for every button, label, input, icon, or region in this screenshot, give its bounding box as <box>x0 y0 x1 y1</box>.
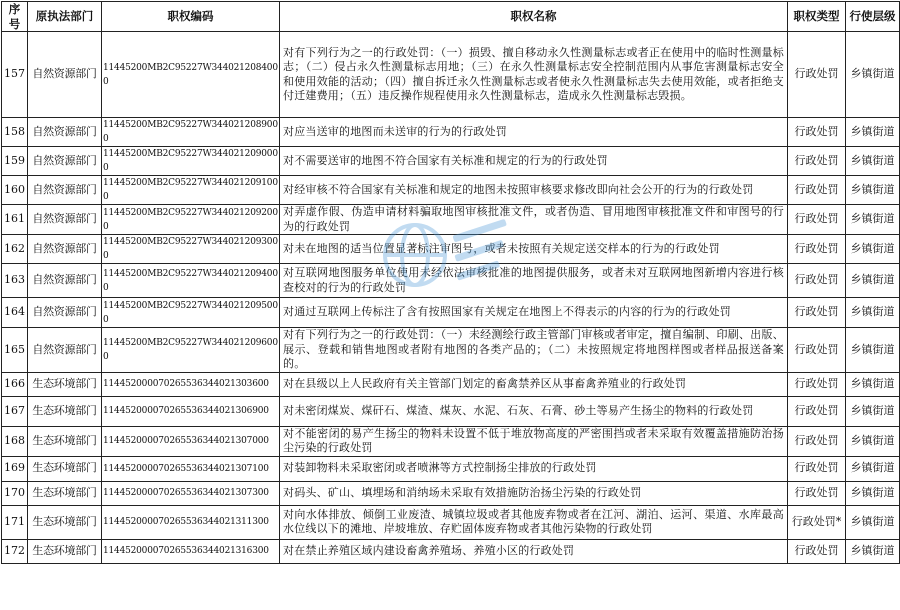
row-level: 乡镇街道 <box>846 396 900 426</box>
row-level: 乡镇街道 <box>846 505 900 539</box>
row-code: 11445200MB2C95227W3440212089000 <box>102 118 280 147</box>
row-no: 157 <box>2 32 28 118</box>
table-row <box>2 205 900 235</box>
row-code: 11445200MB2C95227W3440212092000 <box>102 205 280 235</box>
row-level: 乡镇街道 <box>846 147 900 176</box>
header-level: 行使层级 <box>846 2 900 32</box>
row-dept: 生态环境部门 <box>28 481 102 505</box>
row-dept: 生态环境部门 <box>28 426 102 456</box>
row-name: 对弄虚作假、伪造申请材料骗取地图审核批准文件，或者伪造、冒用地图审核批准文件和审图号的行为的行政处罚 <box>280 205 788 235</box>
row-code: 114452000070265536344021307000 <box>102 426 280 456</box>
row-dept: 自然资源部门 <box>28 118 102 147</box>
row-code: 11445200MB2C95227W3440212091000 <box>102 176 280 205</box>
row-dept: 自然资源部门 <box>28 205 102 235</box>
row-code: 11445200MB2C95227W3440212096000 <box>102 328 280 373</box>
row-level: 乡镇街道 <box>846 118 900 147</box>
row-no: 170 <box>2 481 28 505</box>
row-code: 11445200MB2C95227W3440212095000 <box>102 298 280 328</box>
row-code: 114452000070265536344021311300 <box>102 505 280 539</box>
row-type: 行政处罚 <box>788 372 846 396</box>
row-type: 行政处罚 <box>788 118 846 147</box>
row-type: 行政处罚 <box>788 328 846 373</box>
table-row <box>2 372 900 396</box>
row-dept: 自然资源部门 <box>28 32 102 118</box>
row-type: 行政处罚 <box>788 426 846 456</box>
row-no: 167 <box>2 396 28 426</box>
row-dept: 生态环境部门 <box>28 396 102 426</box>
row-name: 对未密闭煤炭、煤矸石、煤渣、煤灰、水泥、石灰、石膏、砂土等易产生扬尘的物料的行政处罚 <box>280 396 788 426</box>
row-code: 11445200MB2C95227W3440212084000 <box>102 32 280 118</box>
row-dept: 自然资源部门 <box>28 235 102 264</box>
row-no: 169 <box>2 456 28 481</box>
header-no: 序号 <box>2 2 28 32</box>
row-no: 165 <box>2 328 28 373</box>
table-row <box>2 298 900 328</box>
row-name: 对码头、矿山、填埋场和消纳场未采取有效措施防治扬尘污染的行政处罚 <box>280 481 788 505</box>
row-name: 对有下列行为之一的行政处罚：（一）未经测绘行政主管部门审核或者审定，擅自编制、印刷、出版、展示、登载和销售地图或者附有地图的各类产品的；（二）未按照规定将地图样图或者样品报送备案的。 <box>280 328 788 373</box>
table-row <box>2 32 900 118</box>
row-level: 乡镇街道 <box>846 298 900 328</box>
row-name: 对经审核不符合国家有关标准和规定的地图未按照审核要求修改即向社会公开的行为的行政处罚 <box>283 182 754 196</box>
row-name: 对应当送审的地图而未送审的行为的行政处罚 <box>280 118 788 147</box>
row-no: 164 <box>2 298 28 328</box>
table-row <box>2 235 900 264</box>
row-code: 114452000070265536344021306900 <box>102 396 280 426</box>
row-code: 114452000070265536344021307100 <box>102 456 280 481</box>
row-level: 乡镇街道 <box>846 235 900 264</box>
table-row <box>2 426 900 456</box>
row-type: 行政处罚 <box>788 205 846 235</box>
header-type: 职权类型 <box>788 2 846 32</box>
row-dept: 生态环境部门 <box>28 539 102 563</box>
row-name: 对装卸物料未采取密闭或者喷淋等方式控制扬尘排放的行政处罚 <box>280 456 788 481</box>
row-type: 行政处罚 <box>788 396 846 426</box>
row-name: 对有下列行为之一的行政处罚：（一）损毁、擅自移动永久性测量标志或者正在使用中的临时性测量标志；（二）侵占永久性测量标志用地；（三）在永久性测量标志安全控制范围内从事危害测量标志安全和使用效能的活动；（四）擅自拆迁永久性测量标志或者使永久性测量标志失去使用效能，或者拒绝支付迁建费用；（五）违反操作规程使用永久性测量标志，造成永久性测量标志毁损。 <box>280 32 788 118</box>
row-no: 159 <box>2 147 28 176</box>
row-type: 行政处罚 <box>788 481 846 505</box>
row-level: 乡镇街道 <box>846 264 900 298</box>
table-row <box>2 456 900 481</box>
row-type: 行政处罚 <box>788 539 846 563</box>
table-row <box>2 539 900 563</box>
row-no: 160 <box>2 176 28 205</box>
row-dept: 自然资源部门 <box>28 298 102 328</box>
table-row <box>2 328 900 373</box>
header-code: 职权编码 <box>102 2 280 32</box>
row-name: 对互联网地图服务单位使用未经依法审核批准的地图提供服务，或者未对互联网地图新增内容进行核查校对的行为的行政处罚 <box>280 264 788 298</box>
row-name: 对不需要送审的地图不符合国家有关标准和规定的行为的行政处罚 <box>280 147 788 176</box>
row-level: 乡镇街道 <box>846 328 900 373</box>
row-code: 114452000070265536344021316300 <box>102 539 280 563</box>
row-no: 158 <box>2 118 28 147</box>
table-row <box>2 505 900 539</box>
row-type: 行政处罚 <box>788 298 846 328</box>
row-type: 行政处罚* <box>788 505 846 539</box>
row-type: 行政处罚 <box>788 32 846 118</box>
header-dept: 原执法部门 <box>28 2 102 32</box>
row-dept: 自然资源部门 <box>28 176 102 205</box>
row-code: 11445200MB2C95227W3440212094000 <box>102 264 280 298</box>
row-code: 114452000070265536344021307300 <box>102 481 280 505</box>
table-row <box>2 481 900 505</box>
row-name: 对在禁止养殖区域内建设畜禽养殖场、养殖小区的行政处罚 <box>280 539 788 563</box>
table-row <box>2 118 900 147</box>
row-name: 对在县级以上人民政府有关主管部门划定的畜禽禁养区从事畜禽养殖业的行政处罚 <box>280 372 788 396</box>
row-no: 171 <box>2 505 28 539</box>
row-name: 对通过互联网上传标注了含有按照国家有关规定在地图上不得表示的内容的行为的行政处罚 <box>280 298 788 328</box>
header-row <box>2 2 900 32</box>
row-no: 162 <box>2 235 28 264</box>
row-code: 11445200MB2C95227W3440212093000 <box>102 235 280 264</box>
table-row <box>2 147 900 176</box>
row-type: 行政处罚 <box>788 264 846 298</box>
row-dept: 自然资源部门 <box>28 264 102 298</box>
row-no: 166 <box>2 372 28 396</box>
row-no: 163 <box>2 264 28 298</box>
row-level: 乡镇街道 <box>846 539 900 563</box>
table-row <box>2 176 900 205</box>
header-name: 职权名称 <box>280 2 788 32</box>
row-name: 对不能密闭的易产生扬尘的物料未设置不低于堆放物高度的严密围挡或者未采取有效覆盖措施防治扬尘污染的行政处罚 <box>280 426 788 456</box>
row-level: 乡镇街道 <box>846 205 900 235</box>
row-type: 行政处罚 <box>788 456 846 481</box>
row-name: 对未在地图的适当位置显著标注审图号，或者未按照有关规定送交样本的行为的行政处罚 <box>280 235 788 264</box>
authority-table <box>1 1 900 564</box>
row-dept: 生态环境部门 <box>28 456 102 481</box>
row-level: 乡镇街道 <box>846 32 900 118</box>
row-dept: 自然资源部门 <box>28 328 102 373</box>
table-row <box>2 396 900 426</box>
row-no: 168 <box>2 426 28 456</box>
row-code: 11445200MB2C95227W3440212090000 <box>102 147 280 176</box>
row-type: 行政处罚 <box>788 235 846 264</box>
row-code: 114452000070265536344021303600 <box>102 372 280 396</box>
table-row <box>2 264 900 298</box>
row-no: 172 <box>2 539 28 563</box>
row-level: 乡镇街道 <box>846 372 900 396</box>
row-type: 行政处罚 <box>788 176 846 205</box>
row-dept: 生态环境部门 <box>28 372 102 396</box>
row-dept: 自然资源部门 <box>28 147 102 176</box>
row-level: 乡镇街道 <box>846 456 900 481</box>
row-name: 对向水体排放、倾倒工业废渣、城镇垃圾或者其他废弃物或者在江河、湖泊、运河、渠道、水库最高水位线以下的滩地、岸坡堆放、存贮固体废弃物或者其他污染物的行政处罚 <box>280 505 788 539</box>
row-dept: 生态环境部门 <box>28 505 102 539</box>
row-level: 乡镇街道 <box>846 176 900 205</box>
row-no: 161 <box>2 205 28 235</box>
row-level: 乡镇街道 <box>846 481 900 505</box>
row-level: 乡镇街道 <box>846 426 900 456</box>
row-type: 行政处罚 <box>788 147 846 176</box>
